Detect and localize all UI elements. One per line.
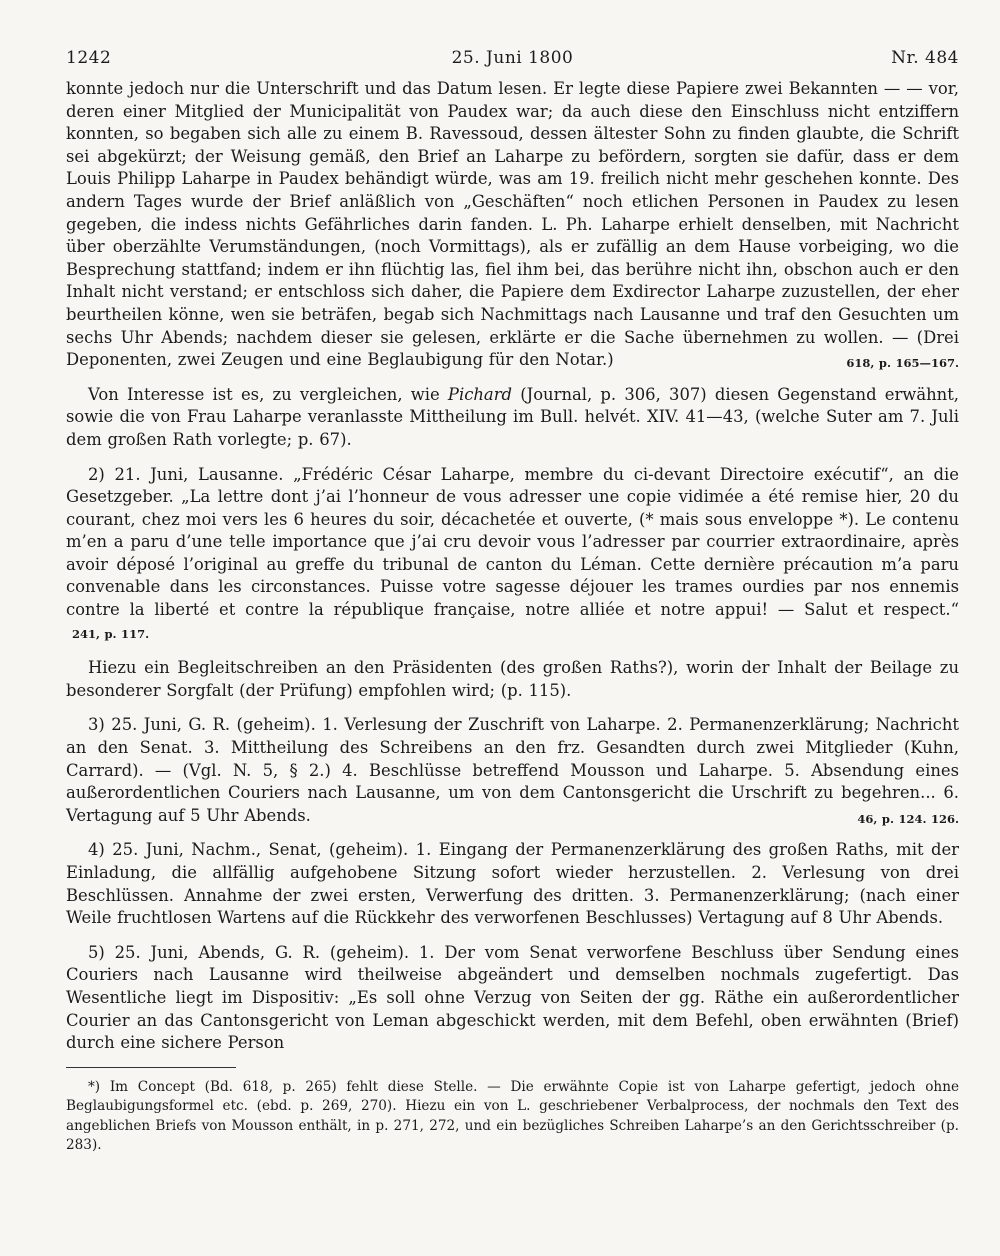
- footnote: *) Im Concept (Bd. 618, p. 265) fehlt diese Stelle. — Die erwähnte Copie ist von Laharpe gefertigt, jedoch ohne Beglaubigungsformel etc. (ebd. p. 269, 270). Hiezu ein von L. geschriebener Verbalprocess, der nochmals den Text des angeblichen Briefs von Mousson enthält, in p. 271, 272, und ein bezügliches Schreiben Laharpe’s an den Gerichtsschreiber (p. 283).: [66, 1078, 959, 1154]
- paragraph-text: 2) 21. Juni, Lausanne. „Frédéric César Laharpe, membre du ci-devant Directoire exécutif“, an die Gesetzgeber. „La lettre dont j’ai l’honneur de vous adresser une copie vidimée a été remise hier, 20 du courant, chez moi vers les 6 heures du soir, décachetée et ouverte, (* mais sous enveloppe *). Le contenu m’en a paru d’une telle importance que j’ai cru devoir vous l’adresser par courrier extraordinaire, après avoir déposé l’original au greffe du tribunal de canton du Léman. Cette dernière précaution m’a paru convenable dans les circonstances. Puisse votre sagesse déjouer les trames ourdies par nos ennemis contre la liberté et contre la république française, notre alliée et notre appui! — Salut et respect.“: [66, 464, 959, 620]
- paragraph-text-start: Von Interesse ist es, zu vergleichen, wie: [88, 384, 448, 404]
- paragraph-item-2: [66, 464, 959, 646]
- paragraph-text: 5) 25. Juni, Abends, G. R. (geheim). 1. Der vom Senat verworfene Beschluss über Sendung eines Couriers nach Lausanne wird theilweise abgeändert und demselben nochmals zugefertigt. Das Wesentliche liegt im Dispositiv: „Es soll ohne Verzug von Seiten der gg. Räthe ein außerordentlicher Courier an das Cantonsgericht von Leman abgeschickt werden, mit dem Befehl, oben erwähnten (Brief) durch eine sichere Person: [66, 942, 959, 1053]
- paragraph-comparison: [66, 384, 959, 452]
- paragraph-item-3: [66, 714, 959, 827]
- author-name: Pichard: [447, 384, 513, 404]
- paragraph-item-4: [66, 839, 959, 929]
- source-reference: 46, p. 124. 126.: [857, 811, 959, 826]
- paragraph-item-5: [66, 942, 959, 1055]
- paragraph-cover-letter: [66, 657, 959, 702]
- paragraph-text: 4) 25. Juni, Nachm., Senat, (geheim). 1. Eingang der Permanenzerklärung des großen Raths, mit der Einladung, die allfällig aufgehobene Sitzung sofort wieder herzustellen. 2. Verlesung von drei Beschlüssen. Annahme der zwei ersten, Verwerfung des dritten. 3. Permanenzerklärung; (nach einer Weile fruchtlosen Wartens auf die Rückkehr des verworfenen Beschlusses) Vertagung auf 8 Uhr Abends.: [66, 840, 959, 928]
- source-reference: 618, p. 165—167.: [846, 356, 959, 371]
- paragraph-text-end: (Journal, p. 306, 307) diesen Gegenstand erwähnt, sowie die von Frau Laharpe veranlasste Mittheilung im Bull. helvét. XIV. 41—43, (welche Suter am 7. Juli dem großen Rath vorlegte; p. 67).: [66, 384, 959, 449]
- document-page: [66, 48, 959, 1156]
- paragraph-text: konnte jedoch nur die Unterschrift und das Datum lesen. Er legte diese Papiere zwei Bekannten — — vor, deren einer Mitglied der Municipalität von Paudex war; da auch diese den Einschluss nicht entziffern konnten, so begaben sich alle zu einem B. Ravessoud, dessen ältester Sohn zu finden glaubte, die Schrift sei abgekürzt; der Weisung gemäß, den Brief an Laharpe zu befördern, sorgten sie dafür, dass er dem Louis Philipp Laharpe in Paudex behändigt würde, was am 19. freilich nicht mehr geschehen konnte. Des andern Tages wurde der Brief anläßlich von „Geschäften“ noch etlichen Personen in Paudex zu lesen gegeben, die indess nichts Gefährliches darin fanden. L. Ph. Laharpe erhielt denselben, mit Nachricht über oberzählte Verumständungen, (noch Vormittags), als er zufällig an dem Hause vorbeiging, wo die Besprechung stattfand; indem er ihn flüchtig las, fiel ihm bei, das berühre nicht ihn, obschon auch er den Inhalt nicht verstand; er entschloss sich daher, die Papiere dem Exdirector Laharpe zuzustellen, der eher beurtheilen könne, wen sie beträfen, begab sich Nachmittags nach Lausanne und traf den Gesuchten um sechs Uhr Abends; nachdem dieser sie gelesen, erklärte er die Sache übernehmen zu wollen. — (Drei Deponenten, zwei Zeugen und eine Beglaubigung für den Notar.): [66, 79, 959, 370]
- source-reference: 241, p. 117.: [72, 626, 150, 641]
- paragraph-continuation: [66, 78, 959, 372]
- running-head: [66, 48, 959, 78]
- main-text: [66, 78, 959, 1055]
- paragraph-text: 3) 25. Juni, G. R. (geheim). 1. Verlesung der Zuschrift von Laharpe. 2. Permanenzerklärung; Nachricht an den Senat. 3. Mittheilung des Schreibens an den frz. Gesandten durch zwei Mitglieder (Kuhn, Carrard). — (Vgl. N. 5, § 2.) 4. Beschlüsse betreffend Mousson und Laharpe. 5. Absendung eines außerordentlichen Couriers nach Lausanne, um von dem Cantonsgericht die Urschrift zu begehren... 6. Vertagung auf 5 Uhr Abends.: [66, 715, 959, 825]
- page-date: 25. Juni 1800: [451, 48, 574, 68]
- paragraph-text: Hiezu ein Begleitschreiben an den Präsidenten (des großen Raths?), worin der Inhalt der Beilage zu besonderer Sorgfalt (der Prüfung) empfohlen wird; (p. 115).: [66, 658, 959, 700]
- page-number: 1242: [66, 48, 112, 68]
- footnote-divider: [66, 1067, 236, 1068]
- document-number: Nr. 484: [891, 48, 959, 68]
